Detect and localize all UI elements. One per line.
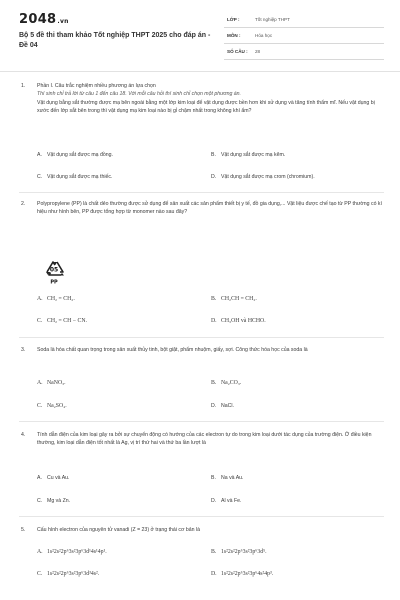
question-3 xyxy=(19,346,384,366)
meta-key: LỚP : xyxy=(227,17,240,22)
question-number: 5. xyxy=(21,527,26,533)
question-1 xyxy=(19,82,384,140)
question-2 xyxy=(19,200,384,230)
option-text: Na₂CO₃. xyxy=(221,380,242,386)
question-text: Cấu hình electron của nguyên tử vanadi (Z = 23) ở trạng thái cơ bản là xyxy=(37,527,200,533)
option-text: CH₂ = CH₂. xyxy=(47,296,75,302)
option-label: D. xyxy=(211,571,217,577)
option-text: 1s²2s²2p⁶3s²3p⁶3d¹4s¹4p¹. xyxy=(47,549,107,555)
option-text: Cu và Au. xyxy=(47,475,70,481)
question-divider xyxy=(19,337,384,338)
meta-table xyxy=(224,12,384,60)
option-a[interactable] xyxy=(37,475,70,481)
option-text: Mg và Zn. xyxy=(47,498,71,504)
recycle-code: 05 xyxy=(49,266,59,274)
option-label: C. xyxy=(37,318,43,324)
question-number: 1. xyxy=(21,83,26,89)
question-divider xyxy=(19,192,384,193)
site-logo[interactable] xyxy=(19,12,69,27)
option-label: B. xyxy=(211,549,217,555)
option-text: CH₂CH = CH₂. xyxy=(221,296,257,302)
logo-main: 2048 xyxy=(19,12,57,27)
question-body xyxy=(37,526,382,534)
option-d[interactable] xyxy=(211,318,266,324)
option-label: A. xyxy=(37,152,42,158)
question-5 xyxy=(19,526,384,536)
option-a[interactable] xyxy=(37,296,75,302)
option-text: Na₂SO₄. xyxy=(47,403,67,409)
meta-key: MÔN : xyxy=(227,33,241,38)
option-label: C. xyxy=(37,403,43,409)
question-body xyxy=(37,431,382,448)
option-b[interactable] xyxy=(211,549,267,555)
question-number: 2. xyxy=(21,201,26,207)
part-heading: Phần I. Câu trắc nghiệm nhiều phương án lựa chọn xyxy=(37,83,156,89)
option-text: 1s²2s²2p⁶3s²3p⁶3d⁵. xyxy=(221,549,267,555)
option-b[interactable] xyxy=(211,475,244,481)
option-text: NaCl. xyxy=(221,403,234,409)
option-d[interactable] xyxy=(211,403,234,409)
question-divider xyxy=(19,421,384,422)
option-text: Na và Au. xyxy=(221,475,244,481)
logo-suffix: .vn xyxy=(57,18,69,25)
question-number: 4. xyxy=(21,432,26,438)
option-text: Vật dụng sắt được mạ đồng. xyxy=(47,152,113,158)
recycle-label: PP xyxy=(50,279,58,286)
option-text: Al và Fe. xyxy=(221,498,242,504)
question-number: 3. xyxy=(21,347,26,353)
instruction-text: Thí sinh chỉ trả lời từ câu 1 đến câu 18. Với mỗi câu hỏi thí sinh chỉ chọn một phương án. xyxy=(37,91,241,98)
option-label: A. xyxy=(37,549,43,555)
header-divider xyxy=(0,71,400,72)
question-text: Polypropylene (PP) là chất dẻo thường được sử dụng để sản xuất các sản phẩm thiết bị y tế, đồ gia dụng,... Vật liệu được chế tạo từ PP thường có kí hiệu như hình bên, PP được tổng hợp từ monomer nào sau đây? xyxy=(37,201,382,216)
option-label: B. xyxy=(211,380,217,386)
option-label: A. xyxy=(37,380,43,386)
option-b[interactable] xyxy=(211,380,241,386)
option-label: B. xyxy=(211,475,216,481)
option-text: CH₃OH và HCHO. xyxy=(221,318,266,324)
question-body xyxy=(37,346,382,354)
option-label: D. xyxy=(211,174,217,180)
option-a[interactable] xyxy=(37,152,113,158)
option-c[interactable] xyxy=(37,318,87,324)
option-label: D. xyxy=(211,403,217,409)
option-label: C. xyxy=(37,498,43,504)
option-text: Vật dụng sắt được mạ crom (chromium). xyxy=(221,174,315,180)
meta-key: SỐ CÂU : xyxy=(227,49,248,54)
option-a[interactable] xyxy=(37,380,66,386)
question-body xyxy=(37,82,382,116)
option-text: Vật dụng sắt được mạ kẽm. xyxy=(221,152,286,158)
option-label: D. xyxy=(211,498,217,504)
option-c[interactable] xyxy=(37,174,112,180)
option-c[interactable] xyxy=(37,498,70,504)
option-text: NaNO₃. xyxy=(47,380,66,386)
question-body xyxy=(37,200,382,217)
option-d[interactable] xyxy=(211,571,273,577)
document-title: Bộ 5 đề thi tham khảo Tốt nghiệp THPT 2025 cho đáp án - Đề 04 xyxy=(19,32,211,49)
recycle-pp-icon xyxy=(37,256,71,286)
meta-row-class xyxy=(224,12,384,28)
option-label: B. xyxy=(211,296,217,302)
option-text: CH₂ = CH − CN. xyxy=(47,318,87,324)
meta-value: 28 xyxy=(255,49,261,54)
question-text: Soda là hóa chất quan trọng trong sản xuất thủy tinh, bột giặt, phẩm nhuộm, giấy, sợi. Công thức hóa học của soda là xyxy=(37,347,308,353)
option-c[interactable] xyxy=(37,571,99,577)
option-text: 1s²2s²2p⁶3s²3p⁶3d³4s². xyxy=(47,571,100,577)
option-b[interactable] xyxy=(211,152,285,158)
option-label: A. xyxy=(37,475,42,481)
meta-value: Hóa học xyxy=(255,33,273,38)
option-label: B. xyxy=(211,152,216,158)
meta-row-subject xyxy=(224,28,384,44)
option-text: 1s²2s²2p⁶3s²3p⁶4s²4p³. xyxy=(221,571,274,577)
option-c[interactable] xyxy=(37,403,67,409)
option-label: A. xyxy=(37,296,43,302)
option-label: C. xyxy=(37,571,43,577)
option-b[interactable] xyxy=(211,296,257,302)
question-text: Vật dụng bằng sắt thường được mạ bên ngoài bằng một lớp kim loại để vật dụng được bền hơn khi sử dụng và tăng tính thẩm mĩ. Nếu vật dụng bị xước đến lớp sắt bên trong thì vật dụng mạ kim loại nào bị gỉ chậm nhất trong không khí ẩm? xyxy=(37,99,375,115)
option-label: C. xyxy=(37,174,43,180)
option-label: D. xyxy=(211,318,217,324)
meta-row-count xyxy=(224,44,384,60)
meta-value: Tốt nghiệp THPT xyxy=(255,17,290,22)
question-4 xyxy=(19,431,384,459)
option-text: Vật dụng sắt được mạ thiếc. xyxy=(47,174,113,180)
question-divider xyxy=(19,516,384,517)
document-header xyxy=(0,0,400,70)
option-d[interactable] xyxy=(211,498,241,504)
option-d[interactable] xyxy=(211,174,315,180)
option-a[interactable] xyxy=(37,549,107,555)
question-text: Tính dẫn điện của kim loại gây ra bởi sự chuyển động có hướng của các electron tự do trong kim loại dưới tác dụng của trường điện. Ở điều kiện thường, kim loại dẫn điện tốt nhất là Ag, vị trí thứ hai và thứ ba lần lượt là xyxy=(37,432,372,447)
